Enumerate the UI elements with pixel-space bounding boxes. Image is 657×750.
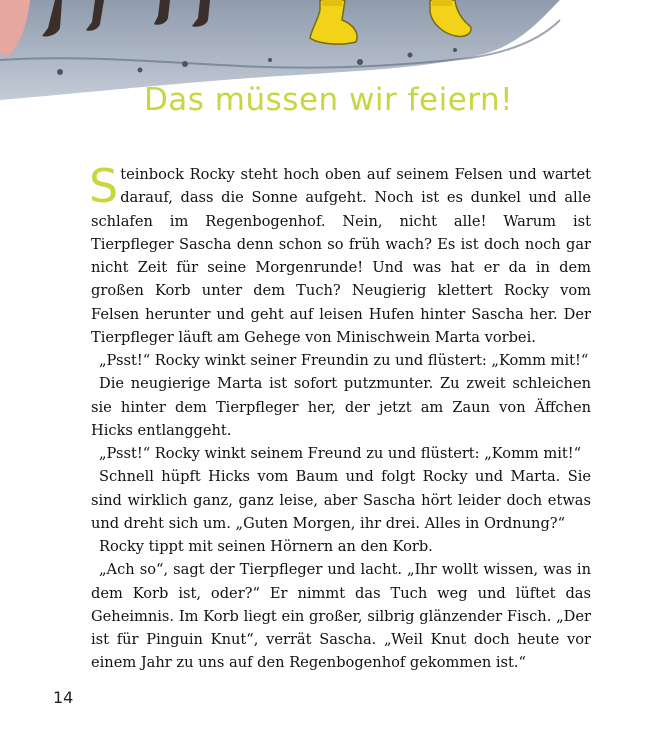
drop-cap: S: [89, 159, 119, 213]
story-paragraph: Die neugierige Marta ist sofort putzmunter. Zu zweit schleichen sie hinter dem Tierpfleger her, der jetzt am Zaun von Äffchen Hicks entlanggeht.: [91, 375, 591, 439]
story-paragraph: „Psst!“ Rocky winkt seinem Freund zu und flüstert: „Komm mit!“: [99, 445, 582, 462]
story-paragraph: Schnell hüpft Hicks vom Baum und folgt Rocky und Marta. Sie sind wirklich ganz, ganz leise, aber Sascha hört leider doch etwas und dreht sich um. „Guten Morgen, ihr drei. Alles in Ordnung?“: [91, 468, 591, 532]
story-text: [89, 159, 591, 675]
page-number: 14: [53, 688, 74, 707]
chapter-title: Das müssen wir feiern!: [143, 82, 514, 118]
story-paragraph: „Ach so“, sagt der Tierpfleger und lacht. „Ihr wollt wissen, was in dem Korb ist, oder?“ Er nimmt das Tuch weg und lüftet das Geheimnis. Im Korb liegt ein großer, silbrig glänzender Fisch. „Der ist für Pinguin Knut“, verrät Sascha. „Weil Knut doch heute vor einem Jahr zu uns auf den Regenbogenhof gekommen ist.“: [91, 561, 591, 672]
story-paragraph: [89, 159, 591, 349]
paragraph-text: teinbock Rocky steht hoch oben auf seinem Felsen und wartet darauf, dass die Sonne aufgeht. Noch ist es dunkel und alle schlafen im Regenbogenhof. Nein, nicht alle! Warum ist Tierpfleger Sascha denn schon so früh wach? Es ist doch noch gar nicht Zeit für seine Morgenrunde! Und was hat er da in dem großen Korb unter dem Tuch? Neugierig klettert Rocky vom Felsen herunter und geht auf leisen Hufen hinter Sascha her. Der Tierpfleger läuft am Gehege von Minischwein Marta vorbei.: [91, 166, 591, 346]
story-paragraph: Rocky tippt mit seinen Hörnern an den Korb.: [99, 538, 433, 555]
story-paragraph: „Psst!“ Rocky winkt seiner Freundin zu und flüstert: „Komm mit!“: [99, 352, 589, 369]
